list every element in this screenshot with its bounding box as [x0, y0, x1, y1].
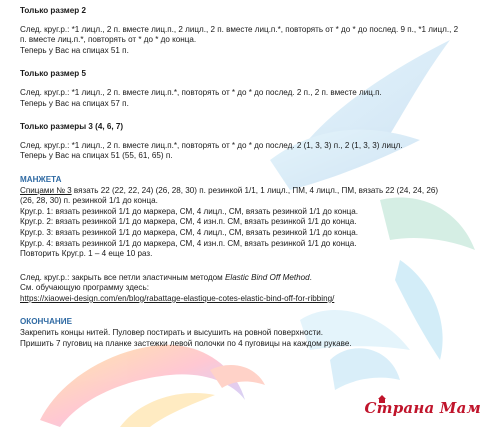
section-heading: Только размер 5 [20, 69, 86, 79]
section-size-3 [20, 122, 480, 162]
bindoff-text: След. круг.р.: закрыть все петли эластичным методом [20, 272, 225, 282]
text-line: п. вместе лиц.п.*, повторять от * до * до конца. [20, 35, 197, 45]
section-finishing [20, 317, 480, 349]
repeat-line: Повторить Круг.р. 1 – 4 еще 10 раз. [20, 249, 153, 259]
needles-label: Спицами № 3 [20, 185, 72, 195]
round-line: Круг.р. 3: вязать резинкой 1/1 до маркера, СМ, 4 лицл., СМ, вязать резинкой 1/1 до конца. [20, 227, 359, 237]
video-label: См. обучающую программу здесь: [20, 283, 149, 293]
round-line: Круг.р. 4: вязать резинкой 1/1 до маркера, СМ, 4 изн.п. СМ, вязать резинкой 1/1 до конца. [20, 238, 357, 248]
text-line: След. круг.р.: *1 лицл., 2 п. вместе лиц.п.*, повторять от * до * до послед. 2 (1, 3, 3) п., 2 (1, 3, 3) лицл. [20, 140, 403, 150]
round-line: Круг.р. 2: вязать резинкой 1/1 до маркера, СМ, 4 изн.п. СМ, вязать резинкой 1/1 до конца. [20, 217, 357, 227]
tutorial-link[interactable]: https://xiaowei-design.com/en/blog/rabattage-elastique-cotes-elastic-bind-off-for-ribbing/ [20, 293, 335, 303]
text-line: Закрепить концы нитей. Пуловер постирать и высушить на ровной поверхности. [20, 328, 324, 338]
round-line: Круг.р. 1: вязать резинкой 1/1 до маркера, СМ, 4 лицл., СМ, вязать резинкой 1/1 до конца. [20, 206, 359, 216]
text-line: Теперь у Вас на спицах 57 п. [20, 98, 129, 108]
finishing-heading: ОКОНЧАНИЕ [20, 317, 72, 327]
section-cuff [20, 175, 480, 260]
text-line: (26, 28, 30) п. резинкой 1/1 до конца. [20, 196, 158, 206]
section-bind-off [20, 273, 480, 305]
cuff-heading: МАНЖЕТА [20, 174, 62, 184]
text-line [20, 273, 480, 284]
text-line: Пришить 7 пуговиц на планке застежки левой полочки по 4 пуговицы на каждом рукаве. [20, 338, 352, 348]
bindoff-period: . [309, 272, 312, 282]
watermark-logo: Страна Мам [364, 399, 481, 417]
section-heading: Только размер 2 [20, 6, 86, 15]
text-line: След. круг.р.: *1 лицл., 2 п. вместе лиц.п., 2 лицл., 2 п. вместе лиц.п.*, повторять от * до * до послед. 9 п., *1 лицл., 2 [20, 24, 459, 34]
text-line: Теперь у Вас на спицах 51 п. [20, 45, 129, 55]
text-line [20, 186, 480, 197]
section-heading: Только размеры 3 (4, 6, 7) [20, 122, 124, 132]
bindoff-method: Elastic Bind Off Method [225, 272, 310, 282]
section-size-5 [20, 69, 480, 109]
text-line: След. круг.р.: *1 лицл., 2 п. вместе лиц.п.*, повторять от * до * до послед. 2 п., 2 п. вместе лиц.п. [20, 87, 382, 97]
pattern-document [20, 6, 480, 349]
text-line: Теперь у Вас на спицах 51 (55, 61, 65) п. [20, 151, 173, 161]
cuff-line-1-rest: вязать 22 (22, 22, 24) (26, 28, 30) п. резинкой 1/1, 1 лицл., ПМ, 4 лицл., ПМ, вязать 22 (24, 24, 26) [71, 185, 439, 195]
tutorial-link-line [20, 294, 480, 305]
section-size-2 [20, 6, 480, 56]
